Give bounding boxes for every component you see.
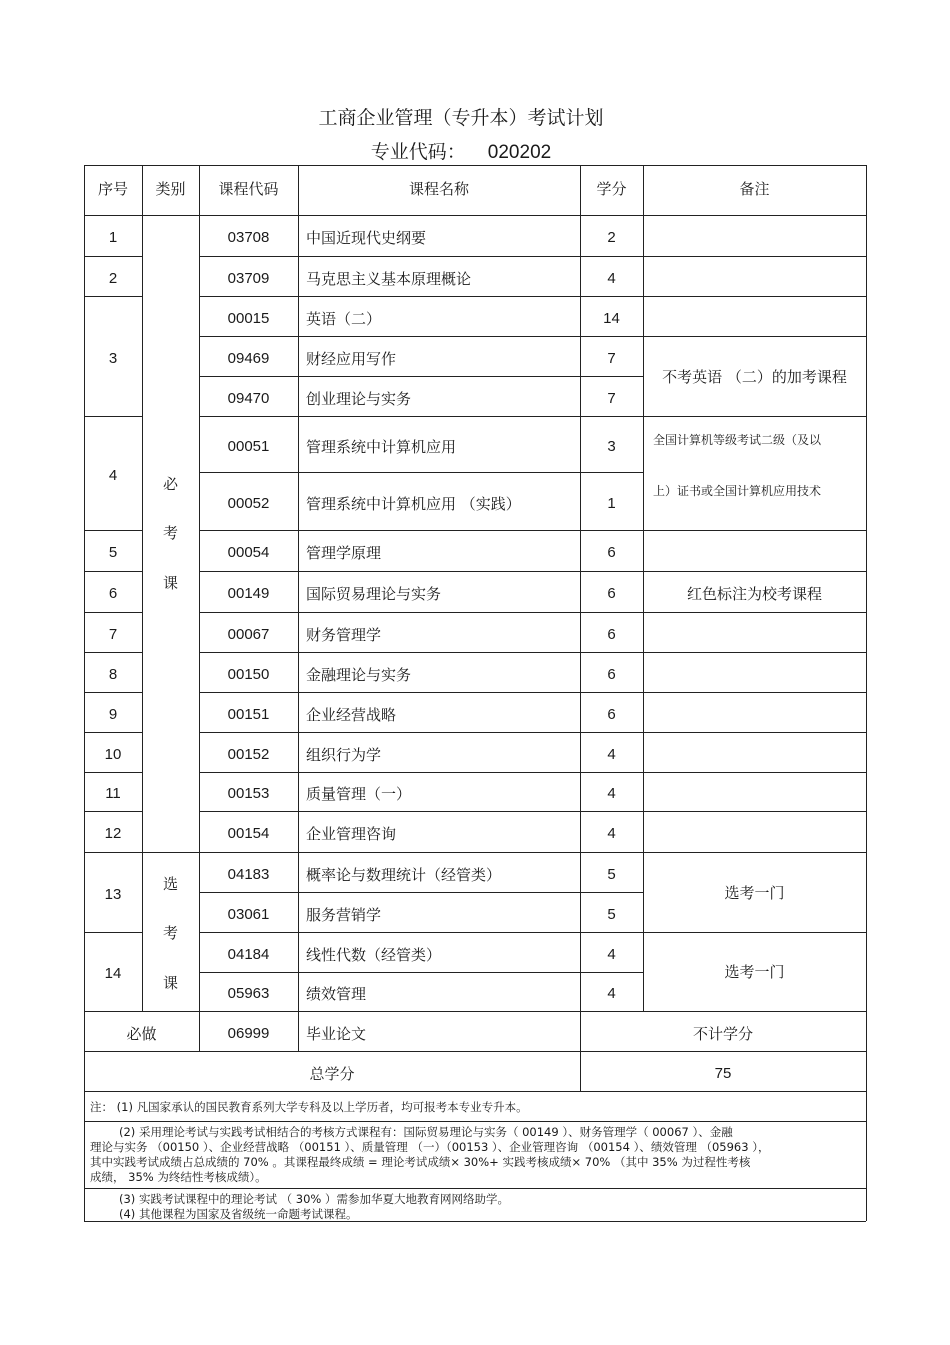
row-seq: 12: [104, 825, 122, 842]
header-cat: 类别: [155, 179, 186, 198]
header-seq: 序号: [97, 179, 128, 198]
course-code: 00151: [227, 705, 270, 723]
note-2: (2) 采用理论考试与实践考试相结合的考核方式课程有：国际贸易理论与实务（ 00149 ）、财务管理学（ 00067 ）、金融: [119, 1125, 733, 1139]
course-credit: 6: [607, 665, 616, 683]
major-code-label: 专业代码：: [370, 141, 466, 163]
total-label: 总学分: [309, 1064, 355, 1083]
table-rule: [643, 772, 866, 773]
table-rule: [142, 852, 199, 853]
thesis-name: 毕业论文: [306, 1024, 367, 1043]
row-seq: 9: [108, 705, 118, 723]
course-name: 财经应用写作: [306, 349, 397, 368]
table-rule: [643, 811, 866, 812]
course-name: 管理系统中计算机应用: [306, 437, 457, 456]
header-credit: 学分: [596, 179, 627, 198]
thesis-label: 必做: [126, 1024, 157, 1043]
course-name: 金融理论与实务: [306, 665, 412, 684]
course-code: 00154: [227, 825, 270, 842]
category-elective: 考: [162, 924, 178, 942]
course-name: 管理系统中计算机应用 （实践）: [306, 494, 521, 513]
row-seq: 1: [108, 229, 118, 246]
table-rule: [643, 732, 866, 733]
category-elective: 选: [162, 875, 178, 893]
course-name: 企业管理咨询: [306, 825, 397, 843]
row-seq: 11: [105, 785, 121, 802]
course-credit: 4: [607, 985, 616, 1002]
row-seq: 14: [104, 965, 122, 982]
course-credit: 2: [607, 229, 616, 246]
course-credit: 3: [607, 437, 616, 455]
row-seq: 13: [104, 885, 122, 903]
course-code: 03061: [227, 905, 270, 923]
total-value: 75: [714, 1064, 732, 1082]
course-code: 00149: [227, 585, 270, 602]
remark-computer: 上）证书或全国计算机应用技术: [653, 483, 822, 498]
course-credit: 6: [607, 544, 616, 561]
category-required: 必: [162, 475, 178, 493]
course-name: 质量管理（一）: [306, 785, 412, 803]
course-name: 英语（二）: [306, 309, 382, 328]
course-code: 09470: [227, 389, 270, 407]
course-credit: 4: [607, 745, 616, 763]
course-name: 马克思主义基本原理概论: [306, 269, 472, 288]
course-code: 04183: [227, 865, 270, 883]
course-code: 00054: [227, 544, 270, 561]
thesis-code: 06999: [227, 1024, 270, 1042]
row-seq: 2: [108, 269, 118, 287]
row-seq: 6: [108, 585, 118, 602]
note-3: (3) 实践考试课程中的理论考试 （ 30% ）需参加华夏大地教育网网络助学。: [119, 1192, 509, 1206]
header-code: 课程代码: [218, 179, 279, 198]
remark-english: 不考英语 （二）的加考课程: [662, 367, 847, 386]
category-required: 课: [162, 574, 178, 592]
category-elective: 课: [162, 974, 178, 992]
thesis-credit: 不计学分: [692, 1024, 753, 1043]
course-credit: 6: [607, 625, 616, 643]
table-rule: [84, 1121, 866, 1122]
course-credit: 14: [603, 309, 620, 327]
course-code: 05963: [227, 985, 270, 1002]
table-rule: [866, 165, 867, 1221]
row-seq: 5: [108, 544, 118, 561]
course-name: 组织行为学: [306, 745, 382, 764]
row-seq: 8: [108, 665, 118, 683]
course-code: 00067: [227, 625, 270, 643]
course-name: 财务管理学: [306, 625, 382, 644]
course-credit: 4: [607, 825, 616, 842]
row-seq: 3: [108, 349, 118, 367]
document-title: 工商企业管理（专升本）考试计划: [318, 107, 604, 129]
course-code: 00052: [227, 494, 270, 512]
table-rule: [643, 256, 866, 257]
note-2: 其中实践考试成绩占总成绩的 70% 。其课程最终成绩 = 理论考试成绩× 30%+ 实践考核成绩× 70% （其中 35% 为过程性考核: [90, 1155, 751, 1169]
course-code: 00152: [227, 745, 270, 763]
course-credit: 6: [607, 585, 616, 602]
course-credit: 4: [607, 945, 616, 963]
course-name: 中国近现代史纲要: [306, 229, 427, 247]
course-code: 00150: [227, 665, 270, 683]
course-name: 创业理论与实务: [306, 389, 412, 408]
course-name: 概率论与数理统计（经管类）: [306, 865, 502, 884]
course-credit: 7: [607, 349, 616, 367]
note-2: 理论与实务 （00150 ）、企业经营战略 （00151 ）、质量管理 （一）（00153 ）、企业管理咨询 （00154 ）、绩效管理 （05963 ），: [90, 1140, 770, 1154]
course-credit: 5: [607, 905, 616, 923]
course-credit: 4: [607, 785, 616, 802]
note-4: (4) 其他课程为国家及省级统一命题考试课程。: [119, 1207, 358, 1221]
table-rule: [643, 296, 866, 297]
course-code: 00051: [227, 437, 270, 455]
course-credit: 1: [607, 494, 616, 512]
course-credit: 7: [607, 389, 616, 407]
table-rule: [84, 1221, 866, 1222]
row-seq: 4: [108, 466, 118, 484]
header-name: 课程名称: [408, 179, 469, 198]
remark-computer: 全国计算机等级考试二级（及以: [653, 432, 822, 447]
course-name: 管理学原理: [306, 544, 382, 562]
major-code-line: [0, 137, 922, 164]
course-credit: 4: [607, 269, 616, 287]
course-name: 线性代数（经管类）: [306, 945, 442, 964]
course-code: 03708: [227, 229, 270, 246]
note-1: 注： (1) 凡国家承认的国民教育系列大学专科及以上学历者，均可报考本专业专升本。: [90, 1100, 528, 1114]
course-credit: 6: [607, 705, 616, 723]
major-code-value: 020202: [487, 142, 552, 163]
header-note: 备注: [739, 179, 770, 198]
course-code: 03709: [227, 269, 270, 287]
remark-elective: 选考一门: [724, 963, 785, 981]
course-name: 国际贸易理论与实务: [306, 585, 442, 603]
table-rule: [643, 530, 866, 531]
row-seq: 10: [104, 745, 122, 763]
note-2: 成绩， 35% 为终结性考核成绩）。: [90, 1170, 267, 1184]
course-code: 00015: [227, 309, 270, 327]
course-name: 服务营销学: [306, 905, 382, 924]
table-rule: [643, 652, 866, 653]
remark-school-exam: 红色标注为校考课程: [686, 585, 822, 603]
course-code: 04184: [227, 945, 270, 963]
row-seq: 7: [108, 625, 118, 643]
table-rule: [643, 416, 866, 417]
course-credit: 5: [607, 865, 616, 883]
table-rule: [643, 692, 866, 693]
table-rule: [84, 1188, 866, 1189]
course-code: 09469: [227, 349, 270, 367]
remark-elective: 选考一门: [724, 883, 785, 902]
category-required: 考: [162, 524, 178, 542]
course-code: 00153: [227, 785, 270, 802]
course-name: 企业经营战略: [306, 705, 397, 724]
course-name: 绩效管理: [306, 985, 367, 1003]
